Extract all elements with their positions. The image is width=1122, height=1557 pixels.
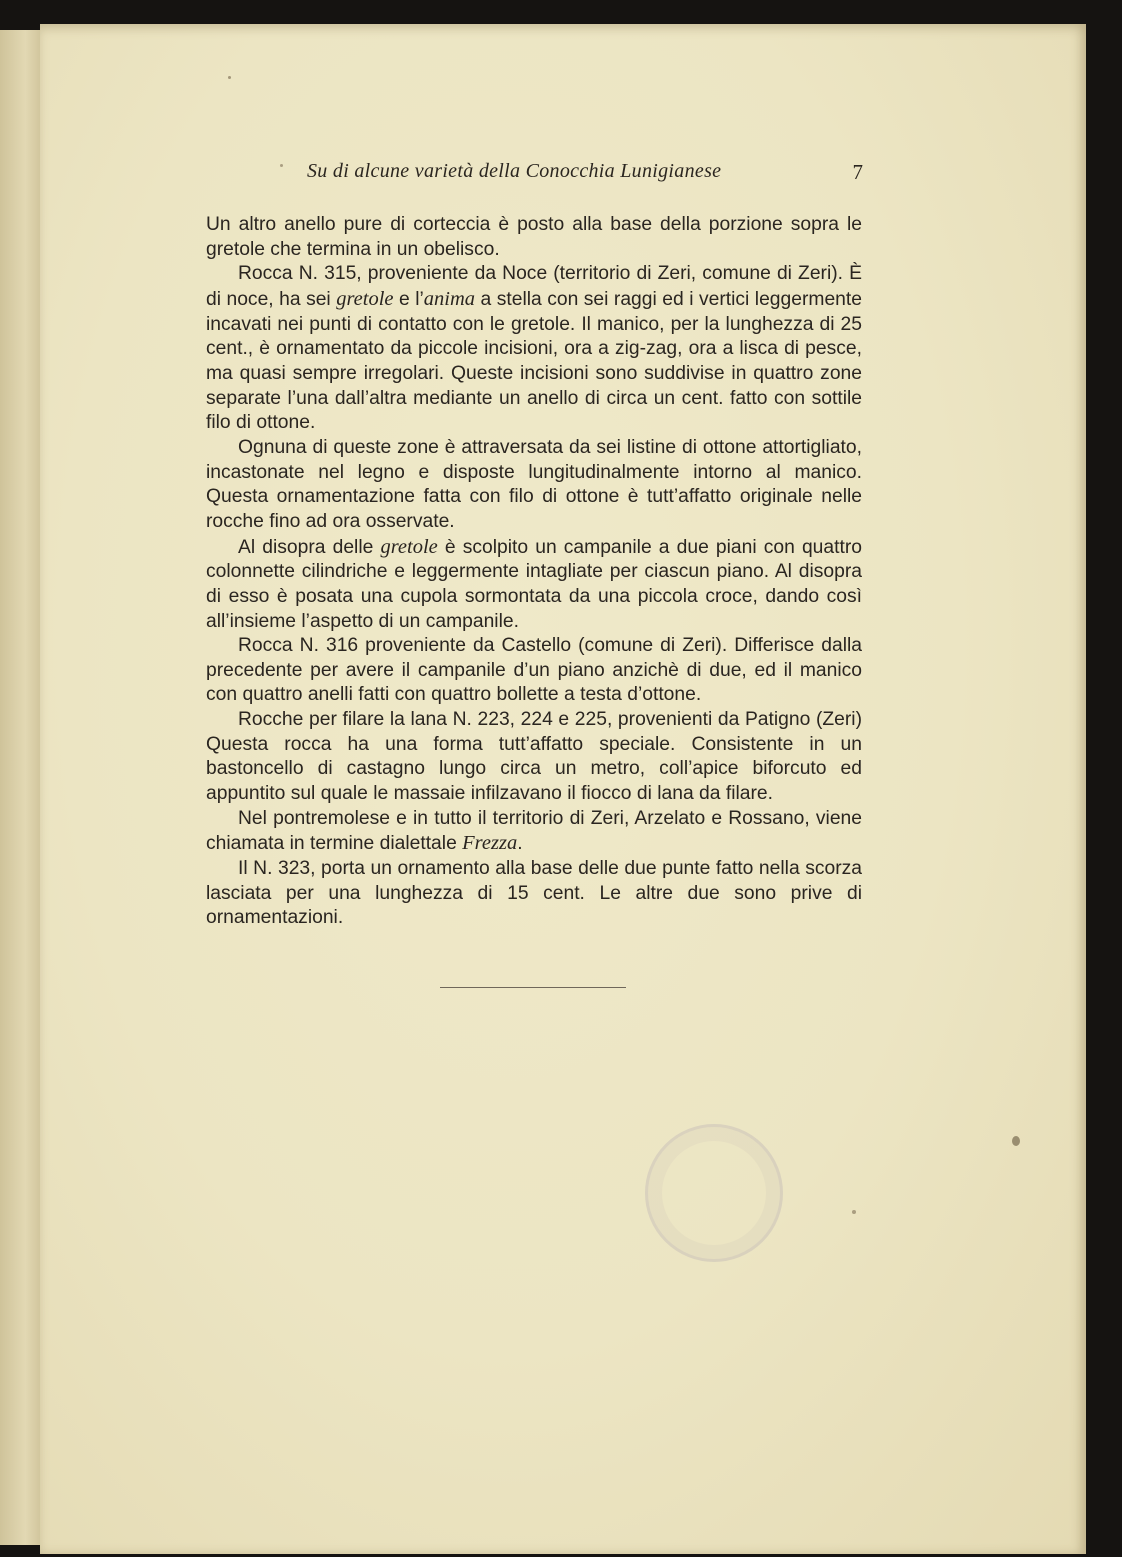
section-end-rule [440,987,626,988]
italic-term: Frezza [462,832,518,855]
paragraph: Rocche per filare la lana N. 223, 224 e 225, provenienti da Patigno (Zeri) Questa rocca ha una forma tutt’affatto speciale. Consistente in un bastoncello di castagno lungo circa un metro, coll’apice biforcuto ed appuntito sul quale le massaie infilzavano il fiocco di lana da filare. [206,709,862,805]
paragraph: Un altro anello pure di corteccia è posto alla base della porzione sopra le gretole che termina in un obelisco. [206,214,862,260]
body-text [206,213,862,931]
text-run: Al disopra delle [238,536,381,558]
italic-term: anima [423,287,476,310]
running-head [307,160,863,188]
paragraph: Ognuna di queste zone è attraversata da sei listine di ottone attortigliato, incastonate nel legno e disposte lungitudinalmente intorno al manico. Questa ornamentazione fatta con filo di ottone è tutt’affatto originale nelle rocche fino ad ora osservate. [206,436,862,532]
text-run: . [517,833,523,855]
paragraph [206,807,862,857]
italic-term: gretole [336,287,394,310]
text-run: e l’ [393,288,424,310]
running-title: Su di alcune varietà della Conocchia Lunigianese [307,160,722,182]
paragraph [206,262,862,436]
text-run: Nel pontremolese e in tutto il territorio di Zeri, Arzelato e Rossano, viene chiamata in termine dialettale [206,807,862,855]
library-stamp-faint [645,1124,783,1262]
text-run: a stella con sei raggi ed i vertici leggermente incavati nei punti di contatto con le gretole. Il manico, per la lunghezza di 25 cent., è ornamentato da piccole incisioni, ora a zig-zag, ora a lisca di pesce, ma quasi sempre irregolari. Queste incisioni sono suddivise in quattro zone separate l’una dall’altra mediante un anello di circa un cent. fatto con sottile filo di ottone. [206,288,862,434]
paragraph: Rocca N. 316 proveniente da Castello (comune di Zeri). Differisce dalla precedente per avere il campanile d’un piano anzichè di due, ed il manico con quattro anelli fatti con quattro bollette a testa d’ottone. [206,635,862,706]
paragraph [206,535,862,635]
italic-term: gretole [380,535,438,558]
paper-speck [228,76,231,79]
paper-speck [852,1210,856,1214]
paragraph: Il N. 323, porta un ornamento alla base delle due punte fatto nella scorza lasciata per una lunghezza di 15 cent. Le altre due sono prive di ornamentazioni. [206,858,862,929]
paper-speck [1012,1136,1020,1146]
paper-speck [280,164,283,167]
page-number: 7 [852,160,863,184]
text-run: Rocca N. 315, proveniente da Noce (territorio di Zeri, comune di Zeri). È di noce, ha sei [206,263,862,310]
text-run: è scolpito un campanile a due piani con quattro colonnette cilindriche e leggermente intagliate per ciascun piano. Al disopra di esso è posata una cupola sormontata da una piccola croce, dando così all’insieme l’aspetto di un campanile. [206,536,862,632]
